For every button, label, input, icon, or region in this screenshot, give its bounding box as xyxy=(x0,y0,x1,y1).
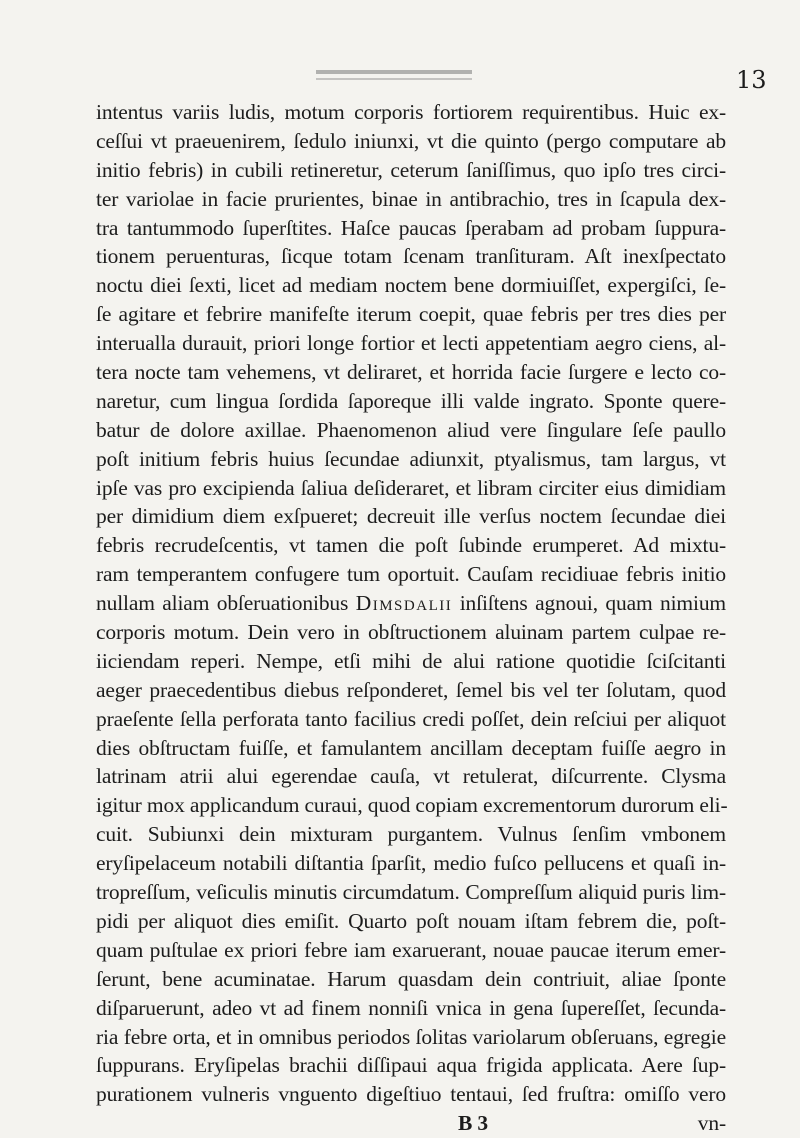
text-line: pidi per aliquot dies emiſit. Quarto poſt nouam iſtam febrem die, poſt- xyxy=(96,908,726,933)
text-line: ipſe vas pro excipienda ſaliua deſideraret, et libram circiter eius dimidiam xyxy=(96,475,726,500)
text-line: eryſipelaceum notabili diſtantia ſparſit, medio fuſco pellucens et quaſi in- xyxy=(96,851,726,876)
author-name: Dimsdalii xyxy=(355,591,453,616)
text-line: noctu diei ſexti, licet ad mediam noctem bene dormiuiſſet, expergiſci, ſe- xyxy=(96,273,726,298)
text-line: intentus variis ludis, motum corporis fortiorem requirentibus. Huic ex- xyxy=(96,100,726,124)
text-line: tera nocte tam vehemens, vt deliraret, et horrida facie ſurgere e lecto co- xyxy=(96,360,726,385)
catchword: vn- xyxy=(697,1111,726,1136)
text-line: ria febre orta, et in omnibus periodos ſolitas variolarum obſeruans, egregie xyxy=(96,1024,726,1049)
text-line: batur de dolore axillae. Phaenomenon aliud vere ſingulare ſeſe paullo xyxy=(96,417,726,442)
text-line: ter variolae in facie prurientes, binae in antibrachio, tres in ſcapula dex- xyxy=(96,186,726,211)
text-line: nullam aliam obſeruationibus Dimsdalii inſiſtens agnoui, quam nimium xyxy=(96,591,726,616)
text-line: ceſſui vt praeuenirem, ſedulo iniunxi, vt die quinto (pergo computare ab xyxy=(96,128,726,153)
text-line: interualla durauit, priori longe fortior et lecti appetentiam aegro ciens, al- xyxy=(96,331,726,356)
text-line: latrinam atrii alui egerendae cauſa, vt retulerat, diſcurrente. Clysma xyxy=(96,764,726,789)
text-line: quam puſtulae ex priori febre iam exaruerant, nouae paucae iterum emer- xyxy=(96,937,726,962)
text-line: cuit. Subiunxi dein mixturam purgantem. Vulnus ſenſim vmbonem xyxy=(96,822,726,847)
text-line: praeſente ſella perforata tanto facilius credi poſſet, dein reſciui per aliquot xyxy=(96,706,726,731)
header-rule xyxy=(316,70,472,74)
footer-line xyxy=(96,1109,726,1138)
text-line: corporis motum. Dein vero in obſtructionem aluinam partem culpae re- xyxy=(96,620,726,645)
text-line: iiciendam reperi. Nempe, etſi mihi de alui ratione quotidie ſciſcitanti xyxy=(96,648,726,673)
text-line: purationem vulneris vnguento digeſtiuo tentaui, ſed fruſtra: omiſſo vero xyxy=(96,1082,726,1107)
text-line: dies obſtructam fuiſſe, et famulantem ancillam deceptam fuiſſe aegro in xyxy=(96,735,726,760)
text-line: naretur, cum lingua ſordida ſaporeque illi valde ingrato. Sponte quere- xyxy=(96,388,726,413)
text-line: tra tantummodo ſuperſtites. Haſce paucas ſperabam ad probam ſuppura- xyxy=(96,215,726,240)
text-line: ſerunt, bene acuminatae. Harum quasdam dein contriuit, aliae ſponte xyxy=(96,966,726,991)
text-line: poſt initium febris huius ſecundae adiunxit, ptyalismus, tam largus, vt xyxy=(96,446,726,471)
page-number: 13 xyxy=(736,66,767,94)
header-rule-thin xyxy=(316,78,472,80)
text-line: per dimidium diem exſpueret; decreuit ille verſus noctem ſecundae diei xyxy=(96,504,726,529)
text-line: igitur mox applicandum curaui, quod copiam excrementorum durorum eli- xyxy=(96,793,728,818)
text-line: aeger praecedentibus diebus reſponderet, ſemel bis vel ter ſolutam, quod xyxy=(96,677,726,702)
text-line: ram temperantem confugere tum oportuit. Cauſam recidiuae febris initio xyxy=(96,562,726,587)
text-line: ſuppurans. Eryſipelas brachii diſſipaui aqua frigida applicata. Aere ſup- xyxy=(96,1053,726,1078)
text-line: febris recrudeſcentis, vt tamen die poſt ſubinde erumperet. Ad mixtu- xyxy=(96,533,726,558)
text-line: tropreſſum, veſiculis minutis circumdatum. Compreſſum aliquid puris lim- xyxy=(96,880,726,905)
text-line: initio febris) in cubili retineretur, ceterum ſaniſſimus, quo ipſo tres circi- xyxy=(96,157,726,182)
text-line: ſe agitare et febrire manifeſte iterum coepit, quae febris per tres dies per xyxy=(96,302,726,327)
signature-mark: B 3 xyxy=(458,1111,489,1136)
body-text xyxy=(96,98,726,1138)
text-line: diſparuerunt, adeo vt ad finem nonniſi vnica in gena ſupereſſet, ſecunda- xyxy=(96,995,726,1020)
text-line: tionem peruenturas, ſicque totam ſcenam tranſituram. Aſt inexſpectato xyxy=(96,244,726,269)
